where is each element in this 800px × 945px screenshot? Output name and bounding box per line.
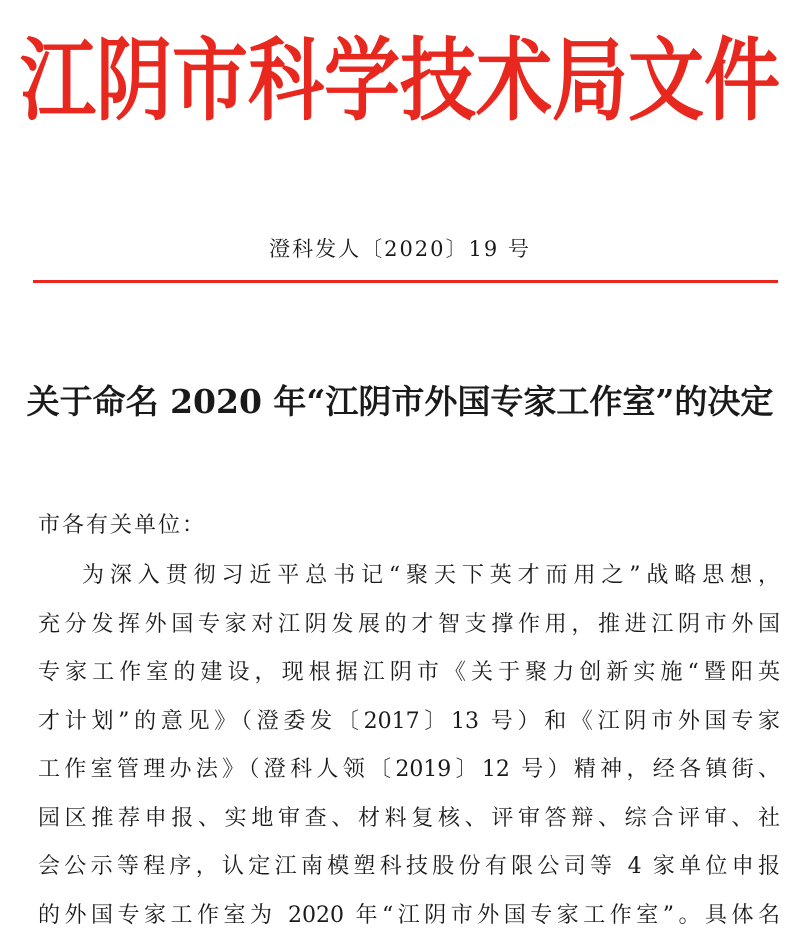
- red-divider-line: [33, 280, 778, 283]
- body-line: 工作室管理办法》（澄科人领〔2019〕12 号）精神，经各镇街、: [38, 757, 780, 782]
- body-line: 园区推荐申报、实地审查、材料复核、评审答辩、综合评审、社: [38, 805, 780, 831]
- body-line: 才计划”的意见》（澄委发〔2017〕13 号）和《江阴市外国专家: [38, 708, 780, 734]
- body-line: 专家工作室的建设，现根据江阴市《关于聚力创新实施“暨阳英: [38, 660, 780, 685]
- document-title: 关于命名 2020 年“江阴市外国专家工作室”的决定: [26, 382, 774, 421]
- document-number: 澄科发人〔2020〕19 号: [269, 237, 531, 261]
- addressee: 市各有关单位：: [38, 513, 207, 538]
- body-line: 会公示等程序，认定江南模塑科技股份有限公司等 4 家单位申报: [38, 854, 780, 879]
- document-body: [38, 552, 780, 940]
- body-line: 充分发挥外国专家对江阴发展的才智支撑作用，推进江阴市外国: [38, 611, 780, 637]
- document-header-title: 江阴市科学技术局文件: [20, 27, 780, 133]
- body-line: 的外国专家工作室为 2020 年“江阴市外国专家工作室”。具体名: [38, 902, 780, 928]
- body-line: 为深入贯彻习近平总书记“聚天下英才而用之”战略思想，: [82, 563, 780, 588]
